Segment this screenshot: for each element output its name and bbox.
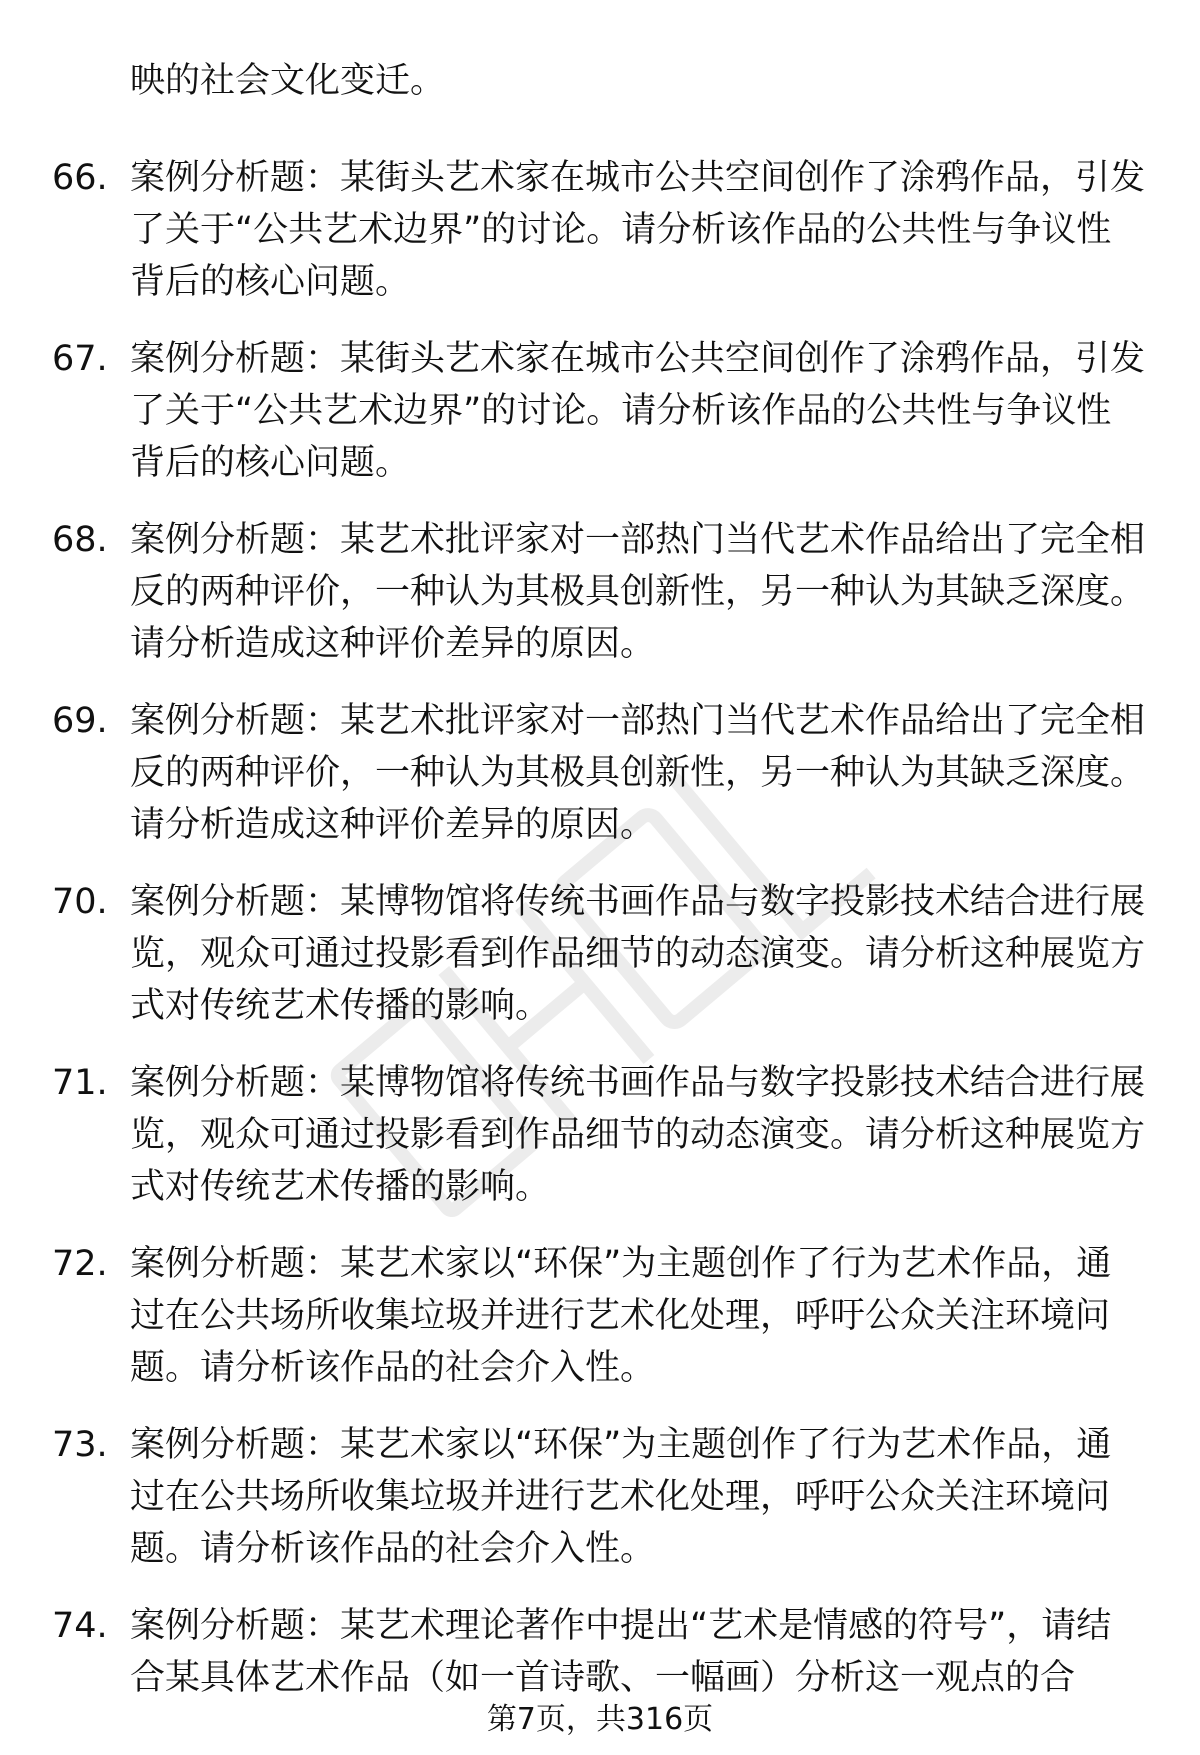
- question-text: 案例分析题：某艺术家以“环保”为主题创作了行为艺术作品，通过在公共场所收集垃圾并进行艺术化处理，呼吁公众关注环境问题。请分析该作品的社会介入性。: [130, 1425, 1112, 1569]
- question-number: 70.: [52, 882, 108, 922]
- question-text: 案例分析题：某博物馆将传统书画作品与数字投影技术结合进行展览，观众可通过投影看到作品细节的动态演变。请分析这种展览方式对传统艺术传播的影响。: [130, 1063, 1146, 1207]
- list-item: [0, 1208, 1200, 1389]
- question-text: 案例分析题：某艺术批评家对一部热门当代艺术作品给出了完全相反的两种评价，一种认为其极具创新性，另一种认为其缺乏深度。请分析造成这种评价差异的原因。: [130, 701, 1146, 845]
- question-number: 72.: [52, 1244, 108, 1284]
- question-list: [0, 122, 1200, 1751]
- question-text: 案例分析题：某艺术批评家对一部热门当代艺术作品给出了完全相反的两种评价，一种认为其极具创新性，另一种认为其缺乏深度。请分析造成这种评价差异的原因。: [130, 520, 1146, 664]
- list-item: [0, 122, 1200, 303]
- question-text: 案例分析题：某街头艺术家在城市公共空间创作了涂鸦作品，引发了关于“公共艺术边界”的讨论。请分析该作品的公共性与争议性背后的核心问题。: [130, 339, 1146, 483]
- question-text: 案例分析题：某艺术理论著作中提出“艺术是情感的符号”，请结合某具体艺术作品（如一首诗歌、一幅画）分析这一观点的合: [130, 1606, 1112, 1698]
- question-number: 73.: [52, 1425, 108, 1465]
- question-number: 67.: [52, 339, 108, 379]
- list-item: [0, 303, 1200, 484]
- list-item: [0, 484, 1200, 665]
- list-item: [0, 665, 1200, 846]
- question-text: 案例分析题：某博物馆将传统书画作品与数字投影技术结合进行展览，观众可通过投影看到作品细节的动态演变。请分析这种展览方式对传统艺术传播的影响。: [130, 882, 1146, 1026]
- question-number: 69.: [52, 701, 108, 741]
- page-footer: 第7页，共316页: [486, 1702, 714, 1737]
- question-text: 案例分析题：某街头艺术家在城市公共空间创作了涂鸦作品，引发了关于“公共艺术边界”的讨论。请分析该作品的公共性与争议性背后的核心问题。: [130, 158, 1146, 302]
- list-item: [0, 846, 1200, 1027]
- question-text: 案例分析题：某艺术家以“环保”为主题创作了行为艺术作品，通过在公共场所收集垃圾并进行艺术化处理，呼吁公众关注环境问题。请分析该作品的社会介入性。: [130, 1244, 1112, 1388]
- list-item: [0, 1027, 1200, 1208]
- question-number: 66.: [52, 158, 108, 198]
- continued-text: 映的社会文化变迁。: [130, 61, 446, 101]
- question-number: 68.: [52, 520, 108, 560]
- question-number: 74.: [52, 1606, 108, 1646]
- question-number: 71.: [52, 1063, 108, 1103]
- list-item: [0, 1389, 1200, 1570]
